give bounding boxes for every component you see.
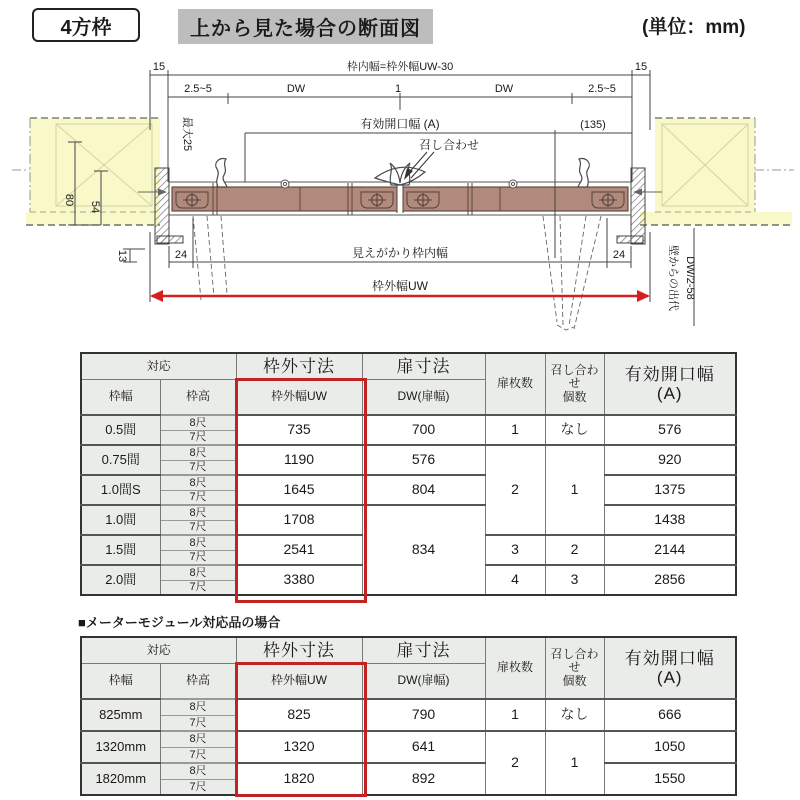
cell-opening: 666 bbox=[604, 699, 736, 731]
col-header-opening: 有効開口幅 (A) bbox=[604, 637, 736, 699]
cell-uw: 1320 bbox=[236, 731, 362, 763]
cell-dw: 892 bbox=[362, 763, 485, 795]
cell-uw: 1708 bbox=[236, 505, 362, 535]
cell-opening: 1550 bbox=[604, 763, 736, 795]
col-header-uw: 枠外幅UW bbox=[236, 379, 362, 415]
dim-max25: 最大25 bbox=[181, 116, 193, 152]
cell-door-count: 2 bbox=[485, 731, 545, 795]
cell-frame-height: 8尺 bbox=[160, 565, 236, 580]
cell-opening: 1050 bbox=[604, 731, 736, 763]
col-header-frame-width: 枠幅 bbox=[81, 379, 160, 415]
cell-meshiawase: 1 bbox=[545, 445, 604, 535]
cell-meshiawase: 1 bbox=[545, 731, 604, 795]
dim-adjust-right: 2.5~5 bbox=[588, 83, 616, 95]
dim-adjust-left: 2.5~5 bbox=[184, 83, 212, 95]
cell-frame-width: 1320mm bbox=[81, 731, 160, 763]
dim-80: 80 bbox=[63, 193, 75, 207]
col-header-frame-height: 枠高 bbox=[160, 663, 236, 699]
dim-13: 13 bbox=[116, 249, 128, 263]
cell-door-count: 1 bbox=[485, 699, 545, 731]
left-wall bbox=[12, 118, 160, 225]
cell-opening: 2856 bbox=[604, 565, 736, 595]
meter-module-table bbox=[80, 636, 737, 796]
cell-opening: 2144 bbox=[604, 535, 736, 565]
right-wall bbox=[640, 118, 794, 225]
cell-uw: 1190 bbox=[236, 445, 362, 475]
col-header-opening: 有効開口幅 (A) bbox=[604, 353, 736, 415]
col-header-meshiawase: 召し合わせ 個数 bbox=[545, 637, 604, 699]
dim-24-right: 24 bbox=[612, 249, 626, 261]
col-header-door-count: 扉枚数 bbox=[485, 353, 545, 415]
cell-frame-width: 0.5間 bbox=[81, 415, 160, 445]
cell-frame-height: 8尺 bbox=[160, 475, 236, 490]
cell-dw: 700 bbox=[362, 415, 485, 445]
cell-door-count: 2 bbox=[485, 445, 545, 535]
dim-dw-left: DW bbox=[286, 83, 306, 95]
dim-135: (135) bbox=[580, 119, 606, 131]
cell-uw: 825 bbox=[236, 699, 362, 731]
cell-uw: 735 bbox=[236, 415, 362, 445]
fold-projection-lines bbox=[193, 216, 601, 330]
cell-frame-height: 8尺 bbox=[160, 763, 236, 779]
col-header-taio: 対応 bbox=[81, 637, 236, 663]
col-header-frame-dim: 枠外寸法 bbox=[236, 353, 362, 379]
cell-uw: 3380 bbox=[236, 565, 362, 595]
cell-uw: 1820 bbox=[236, 763, 362, 795]
dim-gap-1: 1 bbox=[394, 83, 402, 95]
cell-door-count: 1 bbox=[485, 415, 545, 445]
cell-frame-width: 1.0間S bbox=[81, 475, 160, 505]
dim-dw-right: DW bbox=[494, 83, 514, 95]
door-panels bbox=[172, 159, 628, 215]
cell-frame-width: 1820mm bbox=[81, 763, 160, 795]
col-header-frame-width: 枠幅 bbox=[81, 663, 160, 699]
label-meshiawase: 召し合わせ bbox=[418, 138, 480, 152]
cell-meshiawase: 3 bbox=[545, 565, 604, 595]
cell-uw: 1645 bbox=[236, 475, 362, 505]
col-header-door-dim: 扉寸法 bbox=[362, 637, 485, 663]
cell-dw: 804 bbox=[362, 475, 485, 505]
cell-frame-height: 7尺 bbox=[160, 779, 236, 795]
cell-meshiawase: なし bbox=[545, 699, 604, 731]
page-title-badge: 4方枠 bbox=[32, 8, 140, 42]
cell-frame-height: 7尺 bbox=[160, 580, 236, 595]
cell-frame-height: 7尺 bbox=[160, 550, 236, 565]
cell-frame-height: 8尺 bbox=[160, 731, 236, 747]
cell-frame-height: 7尺 bbox=[160, 747, 236, 763]
dim-wall-offset: 壁からの出代 bbox=[667, 245, 679, 311]
main-size-table bbox=[80, 352, 737, 596]
cell-frame-height: 7尺 bbox=[160, 460, 236, 475]
page-title: 上から見た場合の断面図 bbox=[178, 9, 433, 44]
cell-frame-height: 7尺 bbox=[160, 430, 236, 445]
dim-inner-width-formula: 枠内幅=枠外幅UW-30 bbox=[346, 61, 454, 73]
col-header-door-count: 扉枚数 bbox=[485, 637, 545, 699]
col-header-taio: 対応 bbox=[81, 353, 236, 379]
cell-frame-height: 8尺 bbox=[160, 535, 236, 550]
col-header-frame-dim: 枠外寸法 bbox=[236, 637, 362, 663]
dim-54: 54 bbox=[89, 200, 101, 214]
cell-dw: 641 bbox=[362, 731, 485, 763]
col-header-frame-height: 枠高 bbox=[160, 379, 236, 415]
cell-opening: 576 bbox=[604, 415, 736, 445]
dim-effective-opening: 有効開口幅 (A) bbox=[360, 117, 440, 131]
cell-opening: 1375 bbox=[604, 475, 736, 505]
col-header-dw: DW(扉幅) bbox=[362, 663, 485, 699]
col-header-door-dim: 扉寸法 bbox=[362, 353, 485, 379]
cell-frame-height: 7尺 bbox=[160, 715, 236, 731]
cell-uw: 2541 bbox=[236, 535, 362, 565]
dim-15-right: 15 bbox=[634, 61, 648, 73]
cell-frame-height: 8尺 bbox=[160, 505, 236, 520]
cell-frame-height: 8尺 bbox=[160, 445, 236, 460]
door-handles bbox=[216, 159, 590, 187]
dim-15-left: 15 bbox=[152, 61, 166, 73]
cell-frame-height: 7尺 bbox=[160, 520, 236, 535]
dim-uw-label: 枠外幅UW bbox=[372, 279, 428, 293]
cell-frame-width: 1.5間 bbox=[81, 535, 160, 565]
cell-door-count: 3 bbox=[485, 535, 545, 565]
dim-visible-inner-width: 見えがかり枠内幅 bbox=[351, 246, 449, 260]
col-header-meshiawase: 召し合わせ 個数 bbox=[545, 353, 604, 415]
unit-label: (単位：mm) bbox=[642, 17, 746, 38]
cell-frame-height: 8尺 bbox=[160, 699, 236, 715]
cell-frame-height: 8尺 bbox=[160, 415, 236, 430]
col-header-uw: 枠外幅UW bbox=[236, 663, 362, 699]
cell-frame-width: 1.0間 bbox=[81, 505, 160, 535]
col-header-dw: DW(扉幅) bbox=[362, 379, 485, 415]
cell-frame-width: 825mm bbox=[81, 699, 160, 731]
dim-24-left: 24 bbox=[174, 249, 188, 261]
cell-frame-width: 0.75間 bbox=[81, 445, 160, 475]
cell-meshiawase: 2 bbox=[545, 535, 604, 565]
cell-frame-width: 2.0間 bbox=[81, 565, 160, 595]
cell-dw: 834 bbox=[362, 505, 485, 595]
cell-opening: 920 bbox=[604, 445, 736, 475]
cell-dw: 576 bbox=[362, 445, 485, 475]
cell-door-count: 4 bbox=[485, 565, 545, 595]
cell-opening: 1438 bbox=[604, 505, 736, 535]
cell-frame-height: 7尺 bbox=[160, 490, 236, 505]
meter-module-section-label: ■メーターモジュール対応品の場合 bbox=[78, 615, 281, 630]
dim-wall-offset-formula: DW/2-58 bbox=[684, 256, 696, 300]
cell-dw: 790 bbox=[362, 699, 485, 731]
cell-meshiawase: なし bbox=[545, 415, 604, 445]
